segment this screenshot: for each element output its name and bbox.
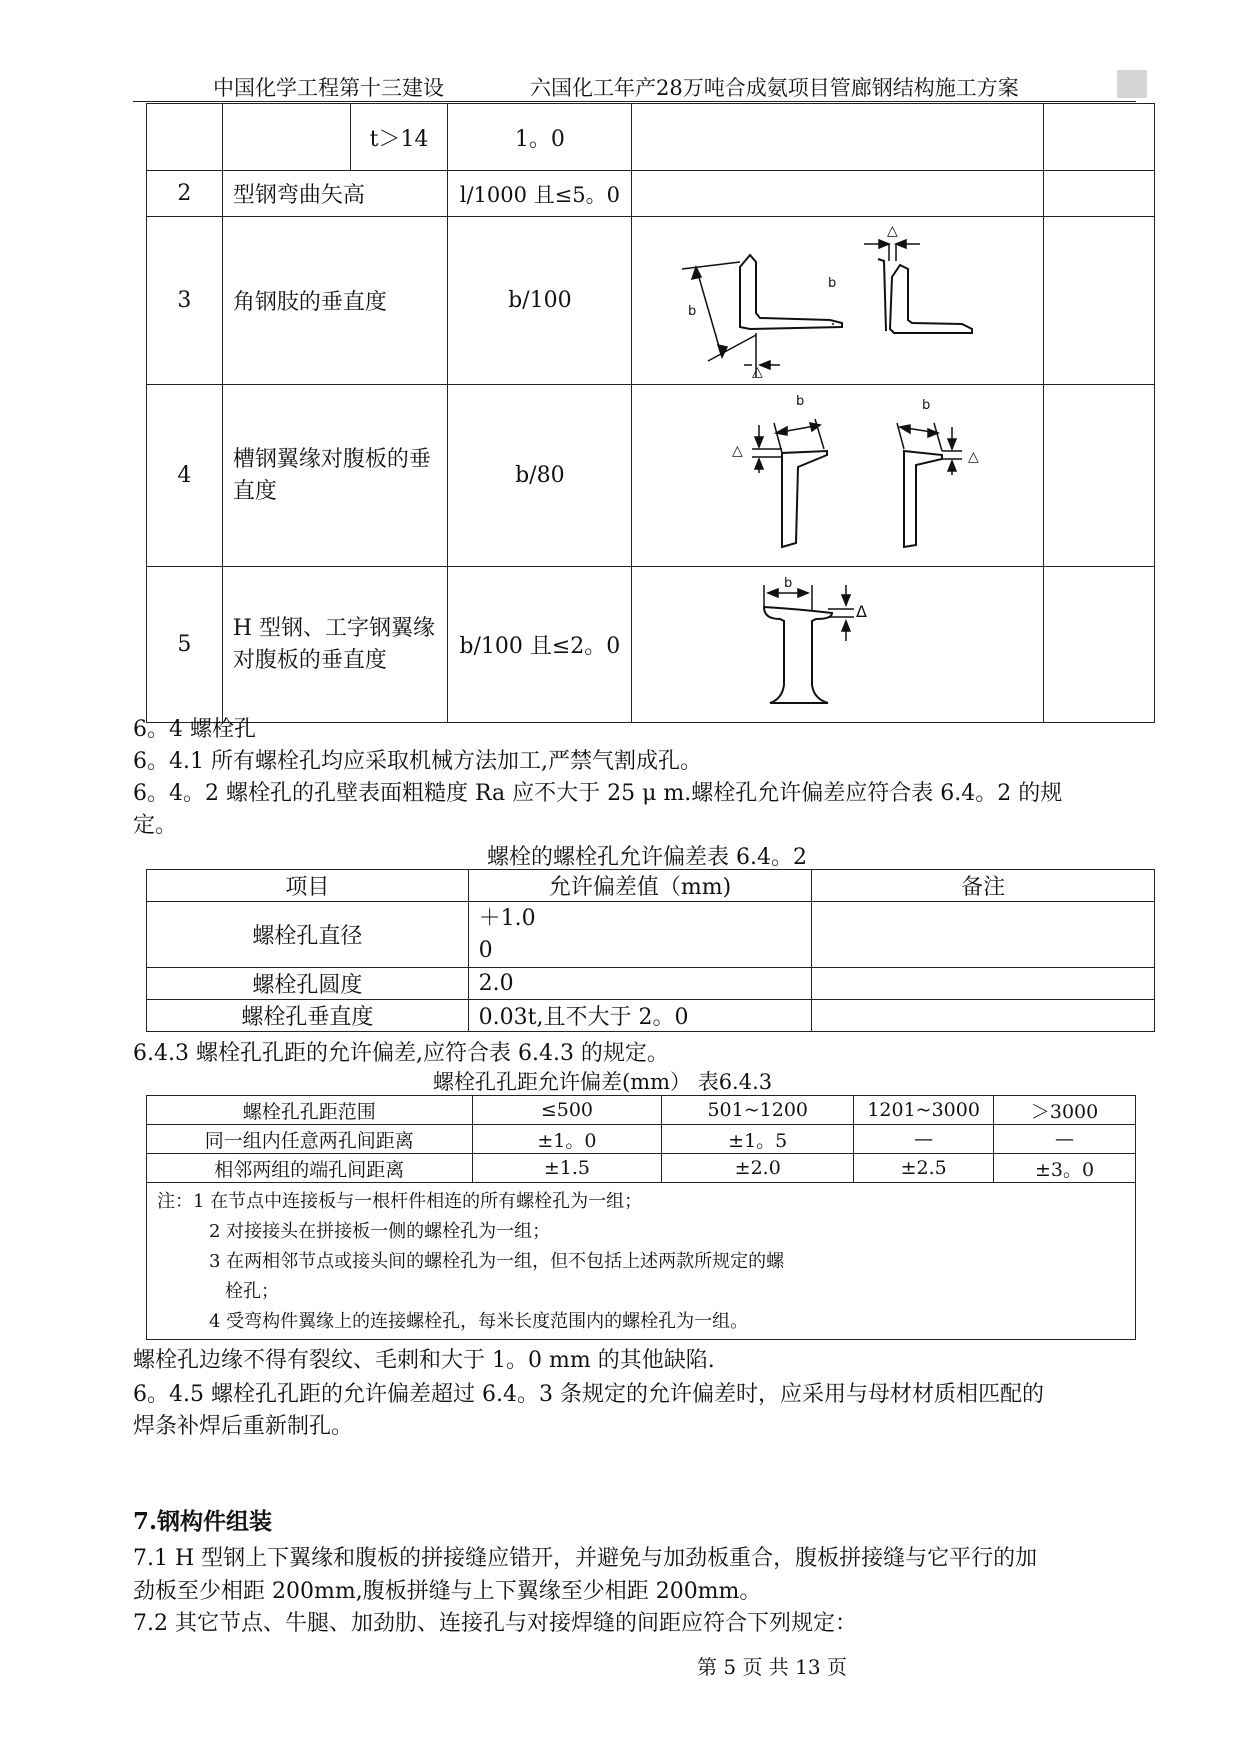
column-header: 项目: [147, 870, 469, 902]
value-cell: b/80: [448, 385, 632, 567]
paragraph: 6.4.3 螺栓孔孔距的允许偏差,应符合表 6.4.3 的规定。: [133, 1041, 669, 1066]
note-line: 2 对接接头在拼接板一侧的螺栓孔为一组；: [209, 1221, 551, 1242]
header-gray-box: [1117, 70, 1147, 98]
dim-b-label: b: [688, 304, 697, 319]
value-cell: ±3。0: [994, 1154, 1136, 1183]
value-line: 0: [478, 937, 493, 963]
paragraph: 6。4。2 螺栓孔的孔壁表面粗糙度 Ra 应不大于 25 μ m.螺栓孔允许偏差应符合表 6.4。2 的规: [133, 781, 1063, 806]
dim-b-label: b: [828, 276, 837, 291]
item-cell: 型钢弯曲矢高: [222, 171, 448, 217]
value-cell: b/100: [448, 217, 632, 385]
item-cell: 槽钢翼缘对腹板的垂直度: [222, 385, 448, 567]
value-line: ＋1.0: [478, 905, 536, 931]
note-cell: [812, 1000, 1155, 1032]
paragraph: 6。4.1 所有螺栓孔均应采取机械方法加工,严禁气割成孔。: [133, 749, 702, 774]
section-heading: 6。4 螺栓孔: [133, 717, 256, 742]
bolt-hole-tolerance-table: [146, 869, 1155, 1032]
angle-diagram-cell: [632, 217, 1044, 385]
table-row: [147, 968, 1155, 1000]
table-row: [147, 1154, 1136, 1183]
paragraph: 6。4.5 螺栓孔孔距的允许偏差超过 6.4。3 条规定的允许偏差时，应采用与母材材质相匹配的: [133, 1382, 1044, 1407]
note-cell: [812, 968, 1155, 1000]
thickness-cell: t＞14: [350, 104, 448, 171]
header-rule: [133, 101, 1136, 102]
row-number: 3: [147, 217, 223, 385]
channel-diagram-cell: [632, 385, 1044, 567]
row-number: 5: [147, 567, 223, 723]
section-heading: 7.钢构件组装: [133, 1508, 273, 1535]
column-header: 1201~3000: [854, 1096, 994, 1125]
item-cell: H 型钢、工字钢翼缘对腹板的垂直度: [222, 567, 448, 723]
table-row: [147, 104, 1155, 171]
value-cell: b/100 且≤2。0: [448, 567, 632, 723]
paragraph: 焊条补焊后重新制孔。: [133, 1414, 354, 1439]
column-header: 螺栓孔孔距范围: [147, 1096, 473, 1125]
h-beam-diagram-cell: [632, 567, 1044, 723]
row-number: 2: [147, 171, 223, 217]
column-header: 备注: [812, 870, 1155, 902]
dim-b-label: b: [796, 394, 805, 409]
item-cell: 角钢肢的垂直度: [222, 217, 448, 385]
value-cell: ±1.5: [472, 1154, 662, 1183]
column-header: 允许偏差值（mm): [468, 870, 812, 902]
header-right: 六国化工年产28万吨合成氨项目管廊钢结构施工方案: [530, 76, 1019, 100]
table-header-row: [147, 870, 1155, 902]
value-cell: ±1。0: [472, 1125, 662, 1154]
deviation-table-continued: [146, 103, 1155, 723]
row-label: 同一组内任意两孔间距离: [147, 1125, 473, 1154]
value-cell: —: [854, 1125, 994, 1154]
value-cell: 1。0: [448, 104, 632, 171]
paragraph: 7.2 其它节点、牛腿、加劲肋、连接孔与对接焊缝的间距应符合下列规定：: [133, 1611, 857, 1636]
delta-symbol: △: [968, 449, 979, 465]
table-row: [147, 1125, 1136, 1154]
table-row: [147, 171, 1155, 217]
bolt-hole-spacing-table: [146, 1095, 1136, 1340]
row-label: 相邻两组的端孔间距离: [147, 1154, 473, 1183]
table-header-row: [147, 1096, 1136, 1125]
note-line: 栓孔；: [225, 1281, 279, 1302]
page-footer: 第 5 页 共 13 页: [697, 1655, 847, 1679]
column-header: ＞3000: [994, 1096, 1136, 1125]
table-row: [147, 567, 1155, 723]
item-cell: 螺栓孔圆度: [147, 968, 469, 1000]
dim-b-label: b: [922, 398, 931, 413]
note-line: 注：1 在节点中连接板与一根杆件相连的所有螺栓孔为一组；: [157, 1191, 643, 1212]
h-beam-diagram: [632, 567, 1042, 716]
paragraph: 7.1 H 型钢上下翼缘和腹板的拼接缝应错开，并避免与加劲板重合，腹板拼接缝与它平行的加: [133, 1546, 1038, 1571]
row-number: 4: [147, 385, 223, 567]
paragraph: 劲板至少相距 200mm,腹板拼缝与上下翼缘至少相距 200mm。: [133, 1579, 762, 1604]
note-line: 4 受弯构件翼缘上的连接螺栓孔，每米长度范围内的螺栓孔为一组。: [209, 1311, 749, 1332]
value-cell: ±1。5: [662, 1125, 854, 1154]
table-row: [147, 902, 1155, 968]
value-cell: —: [994, 1125, 1136, 1154]
channel-steel-diagram: [632, 385, 1042, 560]
item-cell: 螺栓孔垂直度: [147, 1000, 469, 1032]
header-left: 中国化学工程第十三建设: [213, 76, 444, 100]
dim-b-label: b: [784, 576, 793, 591]
item-cell: 螺栓孔直径: [147, 902, 469, 968]
table-notes-row: [147, 1183, 1136, 1340]
value-cell: ±2.5: [854, 1154, 994, 1183]
note-cell: [812, 902, 1155, 968]
paragraph: 定。: [133, 813, 178, 838]
table-row: [147, 385, 1155, 567]
angle-steel-diagram: [632, 217, 1042, 378]
paragraph: 螺栓孔边缘不得有裂纹、毛刺和大于 1。0 mm 的其他缺陷.: [133, 1348, 715, 1373]
value-cell: l/1000 且≤5。0: [448, 171, 632, 217]
column-header: 501~1200: [662, 1096, 854, 1125]
delta-symbol: △: [732, 443, 743, 459]
delta-symbol: Δ: [856, 602, 868, 621]
table-caption: 螺栓的螺栓孔允许偏差表 6.4。2: [487, 845, 807, 870]
note-line: 3 在两相邻节点或接头间的螺栓孔为一组，但不包括上述两款所规定的螺: [209, 1251, 785, 1272]
table-caption: 螺栓孔孔距允许偏差(mm） 表6.4.3: [433, 1070, 773, 1094]
value-cell: 0.03t,且不大于 2。0: [468, 1000, 812, 1032]
delta-symbol: △: [887, 223, 898, 239]
table-row: [147, 217, 1155, 385]
value-cell: ±2.0: [662, 1154, 854, 1183]
delta-symbol: △: [752, 364, 763, 378]
column-header: ≤500: [472, 1096, 662, 1125]
table-row: [147, 1000, 1155, 1032]
value-cell: 2.0: [468, 968, 812, 1000]
